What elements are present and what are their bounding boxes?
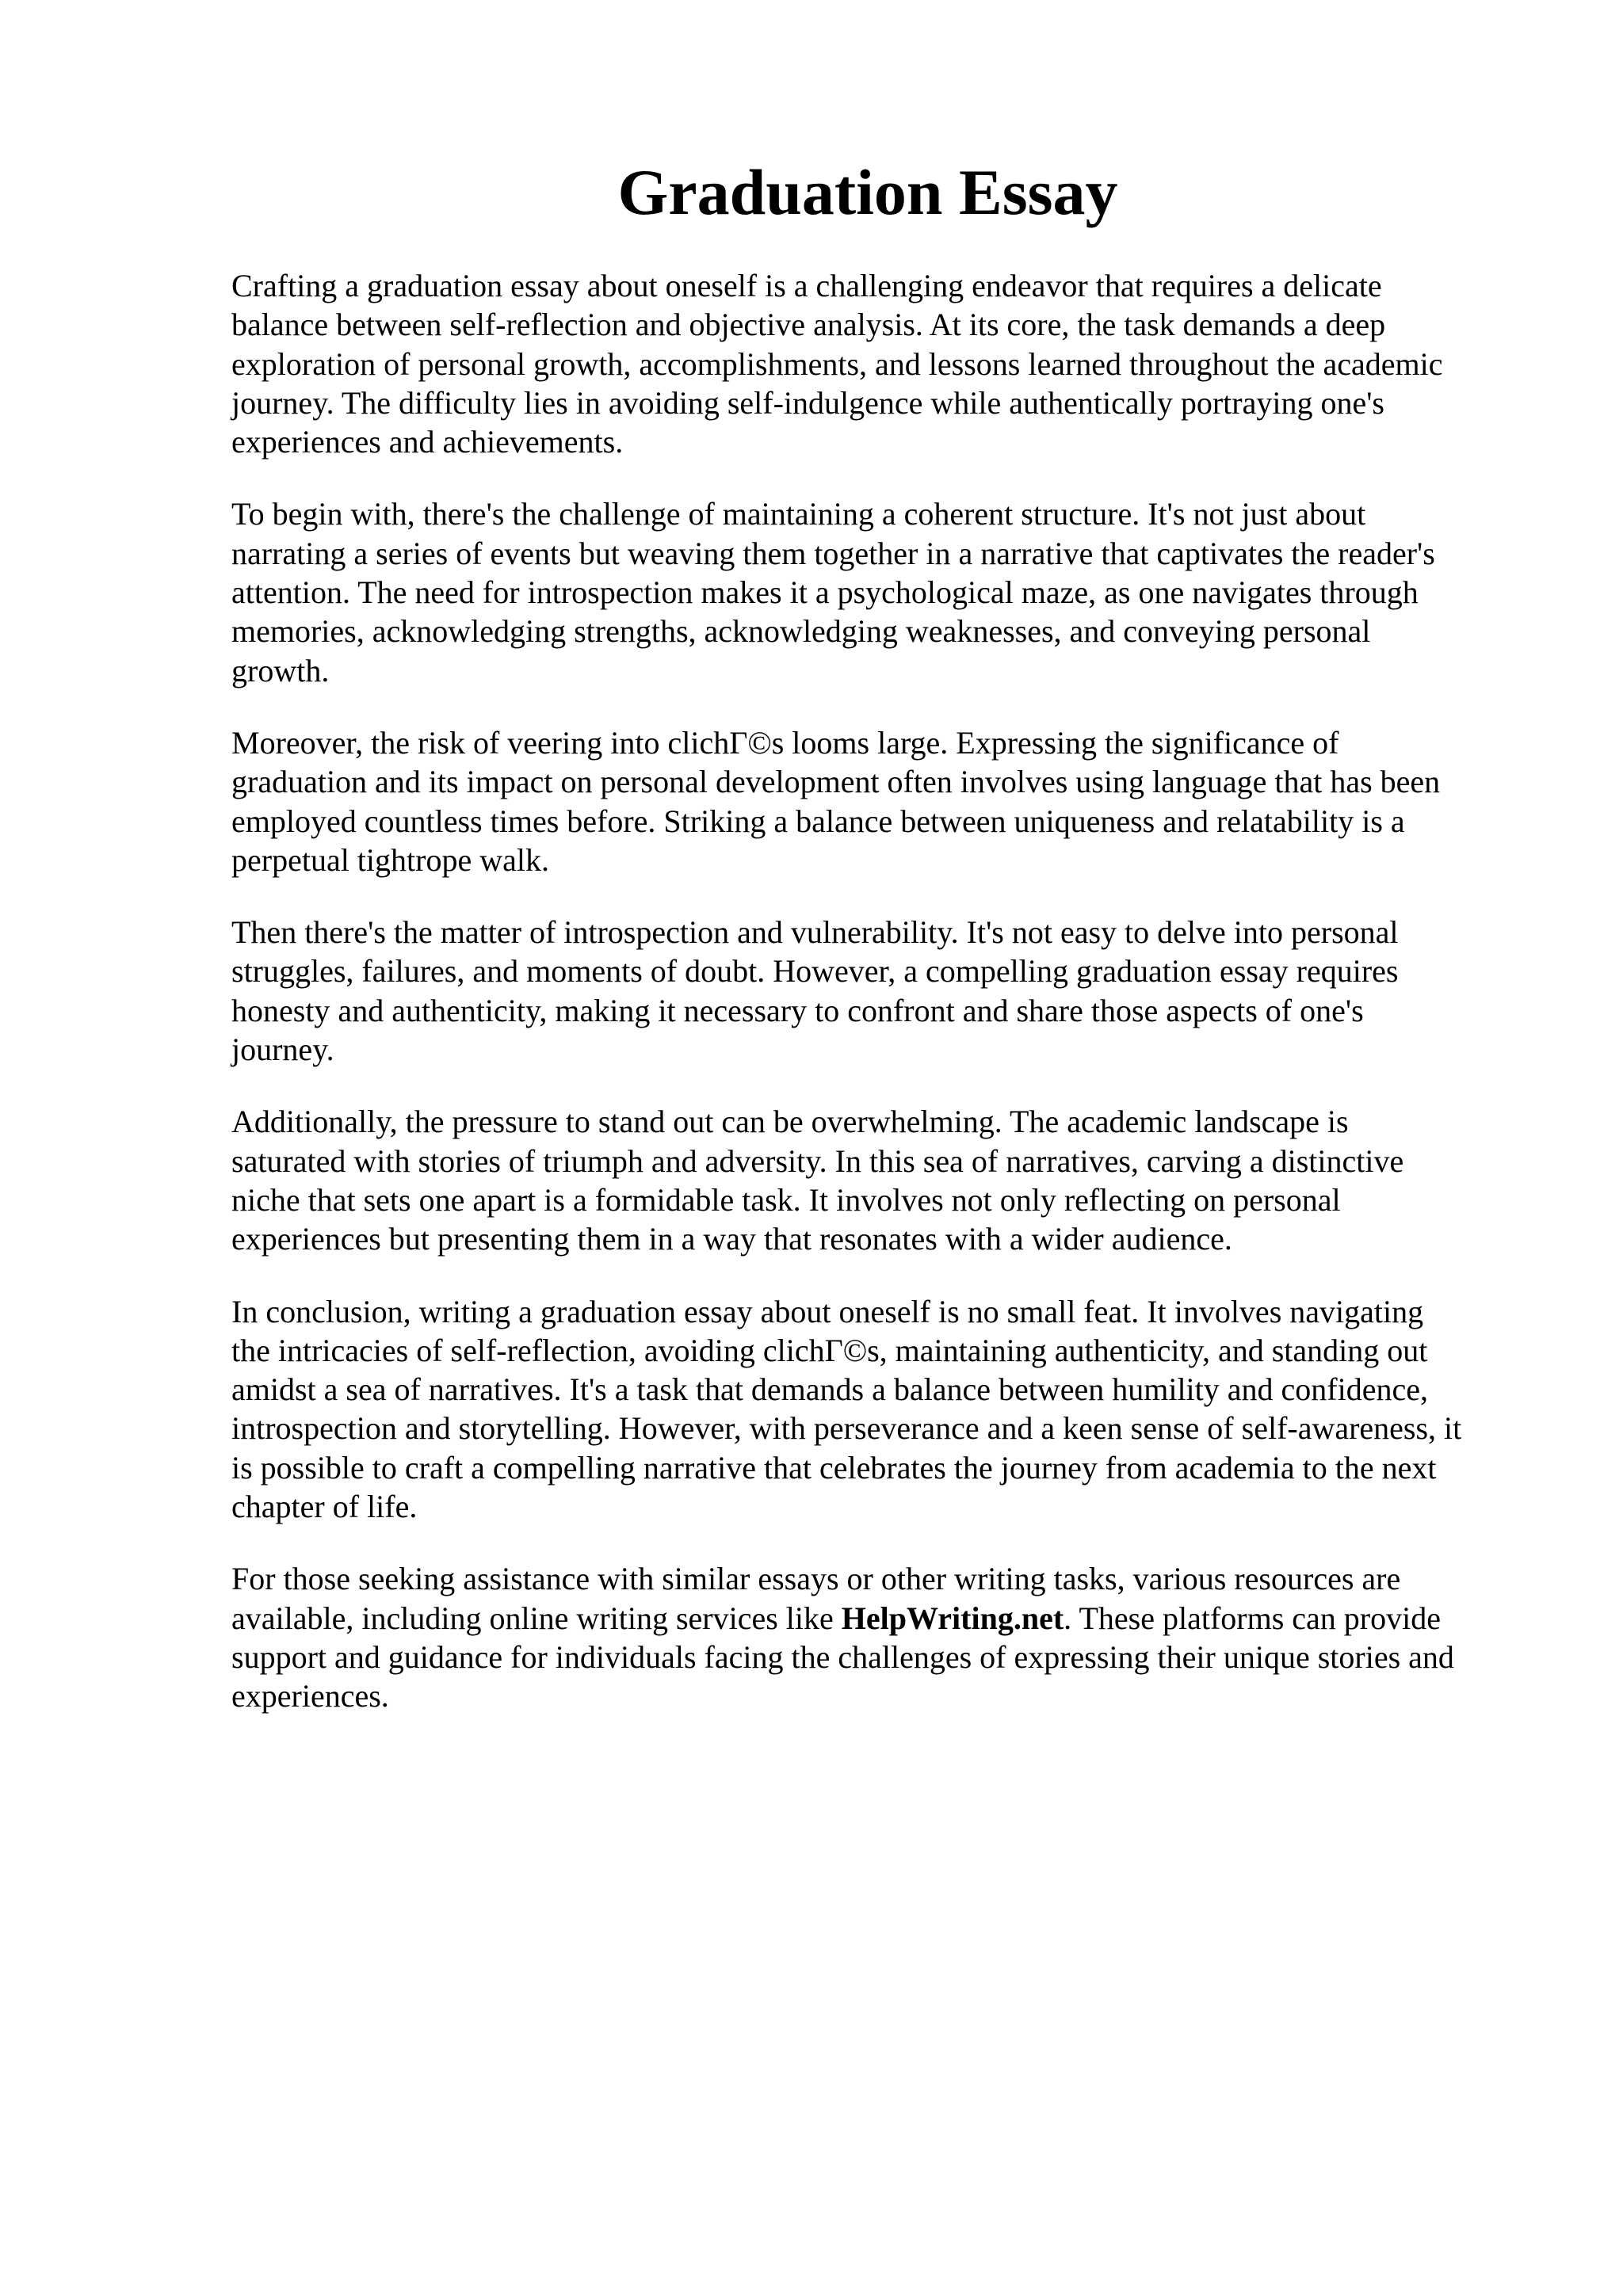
- text-line: memories, acknowledging strengths, acknowledging weaknesses, and conveying personal: [231, 613, 1371, 650]
- paragraph-1: [231, 266, 1515, 461]
- text-line: balance between self-reflection and objective analysis. At its core, the task demands a deep: [231, 307, 1386, 343]
- text-line: exploration of personal growth, accomplishments, and lessons learned throughout the academic: [231, 345, 1443, 382]
- text-line: experiences and achievements.: [231, 424, 624, 460]
- text-line: honesty and authenticity, making it necessary to confront and share those aspects of one's: [231, 992, 1364, 1028]
- helpwriting-link[interactable]: HelpWriting.net: [841, 1600, 1064, 1636]
- text-line: saturated with stories of triumph and adversity. In this sea of narratives, carving a distinctive: [231, 1142, 1404, 1179]
- text-line: Then there's the matter of introspection and vulnerability. It's not easy to delve into personal: [231, 914, 1399, 951]
- text-line: the intricacies of self-reflection, avoiding clichΓ©s, maintaining authenticity, and standing out: [231, 1332, 1428, 1368]
- text-line: [231, 1599, 1515, 1638]
- text-line: growth.: [231, 652, 330, 688]
- text-line: struggles, failures, and moments of doubt. However, a compelling graduation essay requires: [231, 953, 1399, 990]
- text-line: support and guidance for individuals facing the challenges of expressing their unique stories and: [231, 1638, 1454, 1675]
- text-line: Crafting a graduation essay about oneself is a challenging endeavor that requires a delicate: [231, 268, 1382, 303]
- text-line: employed countless times before. Striking a balance between uniqueness and relatability is a: [231, 803, 1405, 839]
- paragraph-6: [231, 1292, 1515, 1527]
- paragraph-3: [231, 723, 1515, 879]
- essay-body: [231, 266, 1515, 1749]
- page-title: Graduation Essay: [617, 156, 1118, 228]
- paragraph-2: [231, 494, 1515, 689]
- text-line: In conclusion, writing a graduation essay about oneself is no small feat. It involves navigating: [231, 1293, 1424, 1329]
- text-line: narrating a series of events but weaving them together in a narrative that captivates the reader's: [231, 535, 1435, 571]
- text-line: journey. The difficulty lies in avoiding self-indulgence while authentically portraying one's: [231, 384, 1384, 421]
- text-line: amidst a sea of narratives. It's a task that demands a balance between humility and confidence,: [231, 1371, 1428, 1408]
- text-segment: . These platforms can provide: [1064, 1600, 1441, 1636]
- text-line: perpetual tightrope walk.: [231, 841, 549, 878]
- text-line: chapter of life.: [231, 1489, 418, 1525]
- text-line: niche that sets one apart is a formidable task. It involves not only reflecting on personal: [231, 1181, 1341, 1218]
- paragraph-5: [231, 1102, 1515, 1258]
- text-line: journey.: [231, 1032, 334, 1068]
- text-line: experiences.: [231, 1678, 389, 1714]
- text-line: graduation and its impact on personal development often involves using language that has been: [231, 764, 1441, 800]
- text-line: introspection and storytelling. However, with perseverance and a keen sense of self-awareness, it: [231, 1410, 1462, 1447]
- paragraph-7: [231, 1559, 1515, 1715]
- text-line: attention. The need for introspection makes it a psychological maze, as one navigates through: [231, 574, 1419, 611]
- text-line: experiences but presenting them in a way that resonates with a wider audience.: [231, 1221, 1232, 1257]
- text-segment: available, including online writing services like: [231, 1600, 842, 1636]
- text-line: For those seeking assistance with similar essays or other writing tasks, various resources are: [231, 1561, 1401, 1597]
- paragraph-4: [231, 913, 1515, 1069]
- text-line: is possible to craft a compelling narrative that celebrates the journey from academia to the next: [231, 1449, 1437, 1486]
- text-line: Additionally, the pressure to stand out can be overwhelming. The academic landscape is: [231, 1104, 1349, 1140]
- text-line: Moreover, the risk of veering into clichΓ©s looms large. Expressing the significance of: [231, 724, 1339, 761]
- text-line: To begin with, there's the challenge of maintaining a coherent structure. It's not just about: [231, 496, 1366, 532]
